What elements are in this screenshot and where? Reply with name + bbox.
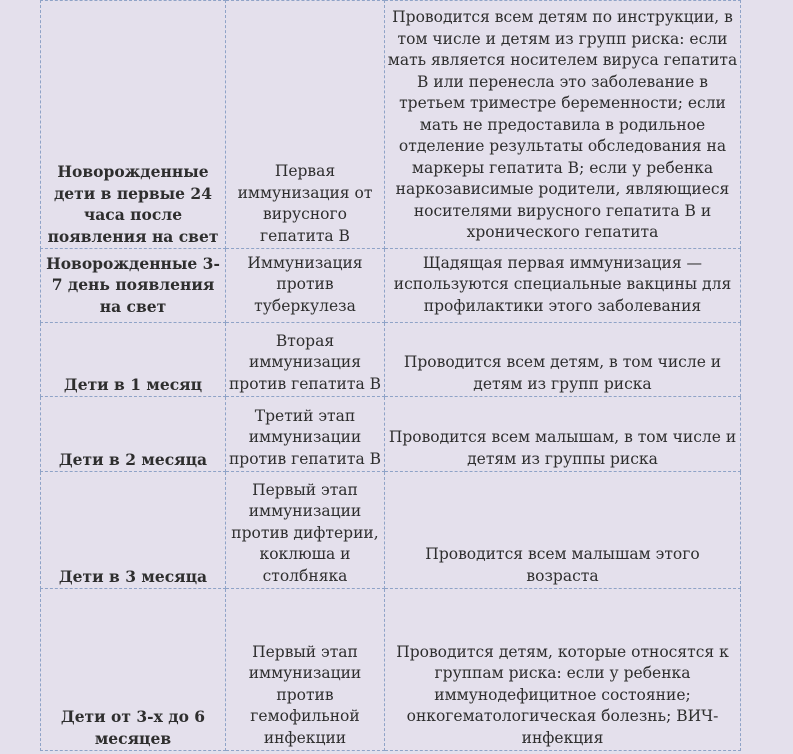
note-cell: Проводится всем малышам этого возраста — [385, 472, 741, 589]
age-cell: Новорожденные 3-7 день появления на свет — [41, 249, 226, 323]
table-row — [41, 397, 741, 472]
vaccination-cell: Первый этап иммунизации против дифтерии, коклюша и столбняка — [226, 472, 385, 589]
vaccination-cell: Первая иммунизация от вирусного гепатита В — [226, 1, 385, 249]
note-cell: Проводится детям, которые относятся к группам риска: если у ребенка иммунодефицитное состояние; онкогематологическая болезнь; ВИЧ-инфекция — [385, 589, 741, 751]
table-row — [41, 589, 741, 751]
table-row — [41, 472, 741, 589]
vaccination-schedule-table — [40, 0, 741, 751]
age-cell: Новорожденные дети в первые 24 часа после появления на свет — [41, 1, 226, 249]
note-cell: Проводится всем детям по инструкции, в том числе и детям из групп риска: если мать является носителем вируса гепатита В или перенесла это заболевание в третьем триместре беременности; если мать не предоставила в родильное отделение результаты обследования на маркеры гепатита В; если у ребенка наркозависимые родители, являющиеся носителями вирусного гепатита В и хронического гепатита — [385, 1, 741, 249]
table-row — [41, 1, 741, 249]
note-cell: Проводится всем детям, в том числе и детям из групп риска — [385, 323, 741, 397]
vaccination-cell: Иммунизация против туберкулеза — [226, 249, 385, 323]
note-cell: Проводится всем малышам, в том числе и детям из группы риска — [385, 397, 741, 472]
table-row — [41, 249, 741, 323]
age-cell: Дети от 3-х до 6 месяцев — [41, 589, 226, 751]
vaccination-cell: Третий этап иммунизации против гепатита В — [226, 397, 385, 472]
note-cell: Щадящая первая иммунизация — используются специальные вакцины для профилактики этого заболевания — [385, 249, 741, 323]
vaccination-schedule-container — [40, 0, 741, 751]
table-row — [41, 323, 741, 397]
vaccination-cell: Вторая иммунизация против гепатита В — [226, 323, 385, 397]
age-cell: Дети в 1 месяц — [41, 323, 226, 397]
age-cell: Дети в 2 месяца — [41, 397, 226, 472]
vaccination-cell: Первый этап иммунизации против гемофильной инфекции — [226, 589, 385, 751]
age-cell: Дети в 3 месяца — [41, 472, 226, 589]
